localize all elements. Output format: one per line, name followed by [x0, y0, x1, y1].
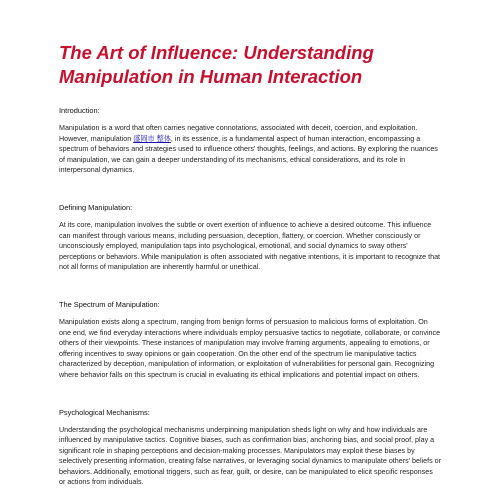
- introduction-section: [59, 106, 441, 176]
- page-title: [59, 41, 449, 89]
- article-content: [59, 106, 441, 488]
- defining-manipulation-heading: Defining Manipulation:: [59, 202, 133, 212]
- introduction-text-after-link: , in its essence, is a fundamental aspect of human interaction, encompassing a spectrum of behaviors and strategies used to influence others' thoughts, feelings, and actions. By exploring the nuances of manipulation, we can gain a deeper understanding of its mechanisms, ethical considerations, and its role in interpersonal dynamics.: [59, 134, 438, 175]
- defining-manipulation-section: [59, 203, 441, 273]
- spectrum-heading: The Spectrum of Manipulation:: [59, 299, 160, 309]
- defining-manipulation-paragraph: At its core, manipulation involves the subtle or overt exertion of influence to achieve a desired outcome. This influence can manifest through various means, including persuasion, deception, flattery, or coercion. Whether consciously or unconsciously employed, manipulation taps into psychological, emotional, and social dynamics to sway others' perceptions or behaviors. While manipulation is often associated with negative intentions, it is important to recognize that not all forms of manipulation are inherently harmful or unethical.: [59, 220, 441, 272]
- psychological-mechanisms-section: [59, 408, 441, 489]
- manipulation-link[interactable]: 盛岡市 整体: [133, 134, 171, 143]
- title-line-1: The Art of Influence: Understanding: [59, 42, 374, 63]
- introduction-paragraph: [59, 123, 441, 176]
- introduction-heading: Introduction:: [59, 106, 100, 115]
- spectrum-paragraph: Manipulation exists along a spectrum, ranging from benign forms of persuasion to malicious forms of exploitation. On one end, we find everyday interactions where individuals employ persuasive tactics to negotiate, collaborate, or convince others of their viewpoints. These instances of manipulation may involve framing arguments, appealing to emotions, or offering incentives to sway opinions or gain cooperation. On the other end of the spectrum lie manipulative tactics characterized by deception, manipulation of information, or exploitation of vulnerabilities for personal gain. Recognizing where behavior falls on this spectrum is crucial in evaluating its ethical implications and potential impact on others.: [59, 317, 441, 379]
- spectrum-section: [59, 300, 441, 381]
- introduction-text-before-link: Manipulation is a word that often carries negative connotations, associated with deceit, coercion, and exploitation. However, manipulation: [59, 124, 418, 143]
- title-line-2: Manipulation in Human Interaction: [59, 66, 363, 87]
- psychological-mechanisms-paragraph: Understanding the psychological mechanisms underpinning manipulation sheds light on why and how individuals are influenced by manipulative tactics. Cognitive biases, such as confirmation bias, anchoring bias, and social proof, play a significant role in shaping perceptions and decision-making processes. Manipulators may exploit these biases by selectively presenting information, creating false narratives, or leveraging social dynamics to manipulate others' beliefs or behaviors. Additionally, emotional triggers, such as fear, guilt, or desire, can be manipulated to elicit specific responses or actions from individuals.: [59, 425, 441, 487]
- psychological-mechanisms-heading: Psychological Mechanisms:: [59, 407, 150, 417]
